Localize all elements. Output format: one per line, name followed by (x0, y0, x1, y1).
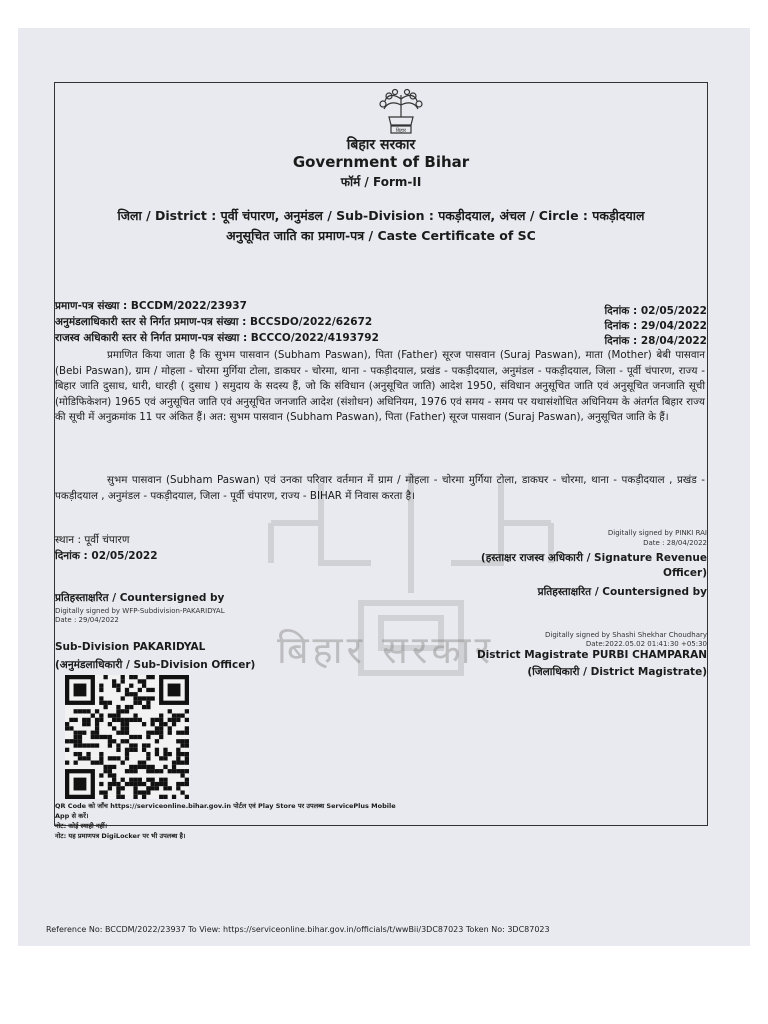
revenue-countersigned: प्रतिहस्ताक्षरित / Countersigned by (537, 586, 707, 598)
svg-text:बिहार: बिहार (395, 128, 407, 134)
hindi-title: बिहार सरकार (346, 137, 416, 153)
qr-note-line: नोट: यह प्रमाणपत्र DigiLocker पर भी उपलब्ध है। (55, 832, 186, 840)
subdivision-countersigned: प्रतिहस्ताक्षरित / Countersigned by (55, 592, 225, 604)
co-cert-date: दिनांक : 28/04/2022 (604, 335, 707, 347)
document-photo (18, 28, 750, 946)
subdivision-name: Sub-Division PAKARIDYAL (55, 641, 206, 653)
dm-name: District Magistrate PURBI CHAMPARAN (476, 649, 707, 661)
dm-signature-date: Date:2022.05.02 01:41:30 +05:30 (585, 640, 707, 648)
revenue-signature-date: Date : 28/04/2022 (643, 539, 707, 547)
qr-code[interactable] (63, 675, 191, 799)
residence-statement: सुभम पासवान (Subham Paswan) एवं उनका परिवार वर्तमान में ग्राम / मोहला - चोरमा मुर्गिया टोला, डाकघर - चोरमा, थाना - पकड़ीदयाल , प्रखंड - पकड़ीदयाल , अनुमंडल - पकड़ीदयाल, जिला - पूर्वी चंपारण, राज्य - BIHAR में निवास करता है। (55, 474, 705, 502)
cert-date: दिनांक : 02/05/2022 (604, 305, 707, 317)
revenue-digital-signature: Digitally signed by PINKI RAI (607, 529, 707, 537)
qr-note-line: App से करें। (55, 812, 89, 820)
reference-footer: Reference No: BCCDM/2022/23937 To View: https://serviceonline.bihar.gov.in/officials/t/wwBii/3DC87023 Token No: 3DC87023 (46, 925, 550, 934)
certificate-body: प्रमाणित किया जाता है कि सुभम पासवान (Subham Paswan), पिता (Father) सूरज पासवान (Suraj Paswan), माता (Mother) बेबी पासवान (Bebi Paswan), ग्राम / मोहला - चोरमा मुर्गिया टोला, डाकघर - चोरमा, थाना - पकड़ीदयाल, प्रखंड - पकड़ीदयाल, अनुमंडल - पकड़ीदयाल, जिला - पूर्वी चंपारण, राज्य - बिहार जाति दुसाध, धारी, धारही ( दुसाध ) समुदाय के सदस्य हैं, जो कि संविधान (अनुसूचित जाति) आदेश 1950, संविधान अनुसूचित जाति एवं अनुसूचित जनजाति सूची (मोडिफिकेशन) 1965 एवं अनुसूचित जाति एवं अनुसूचित जनजाति आदेश (संशोधन) अधिनियम, 1976 एवं समय - समय पर यथासंशोधित अधिनियम के अंतर्गत बिहार राज्य की सूची में अनुक्रमांक 11 पर अंकित हैं। अत: सुभम पासवान (Subham Paswan), पिता (Father) सूरज पासवान (Suraj Paswan), अनुसूचित जाति के हैं। (55, 349, 705, 424)
dm-digital-signature: Digitally signed by Shashi Shekhar Choudhary (545, 631, 707, 639)
issue-date: दिनांक : 02/05/2022 (55, 550, 158, 562)
sdo-cert-date: दिनांक : 29/04/2022 (604, 320, 707, 332)
revenue-officer-title-cont: Officer) (663, 567, 707, 579)
subdivision-signature-date: Date : 29/04/2022 (55, 616, 119, 624)
bihar-emblem-icon (371, 87, 431, 135)
certificate-frame (54, 82, 708, 840)
qr-note-line: नोट: कोई स्याही नहीं। (55, 822, 108, 830)
dm-title: (जिलाधिकारी / District Magistrate) (527, 666, 707, 678)
subdivision-digital-signature: Digitally signed by WFP-Subdivision-PAKARIDYAL (55, 607, 225, 615)
co-cert-number: राजस्व अधिकारी स्तर से निर्गत प्रमाण-पत्र संख्या : BCCCO/2022/4193792 (55, 332, 379, 344)
district-line: जिला / District : पूर्वी चंपारण, अनुमंडल / Sub-Division : पकड़ीदयाल, अंचल / Circle : पकड़ीदयाल (117, 208, 645, 223)
form-title: फॉर्म / Form-II (340, 175, 422, 189)
qr-note-line: QR Code को जाँच https://serviceonline.bihar.gov.in पोर्टल एवं Play Store पर उपलब्ध ServicePlus Mobile (55, 802, 396, 810)
certificate-type: अनुसूचित जाति का प्रमाण-पत्र / Caste Certificate of SC (226, 228, 536, 243)
place: स्थान : पूर्वी चंपारण (55, 534, 130, 546)
english-title: Government of Bihar (292, 153, 470, 171)
qr-notes (55, 801, 475, 841)
watermark-text: बिहार सरकार (277, 628, 494, 672)
revenue-officer-title: (हस्ताक्षर राजस्व अधिकारी / Signature Revenue (480, 552, 707, 564)
subdivision-officer-title: (अनुमंडलाधिकारी / Sub-Division Officer) (55, 659, 256, 671)
cert-number: प्रमाण-पत्र संख्या : BCCDM/2022/23937 (55, 300, 247, 312)
sdo-cert-number: अनुमंडलाधिकारी स्तर से निर्गत प्रमाण-पत्र संख्या : BCCSDO/2022/62672 (55, 316, 373, 328)
